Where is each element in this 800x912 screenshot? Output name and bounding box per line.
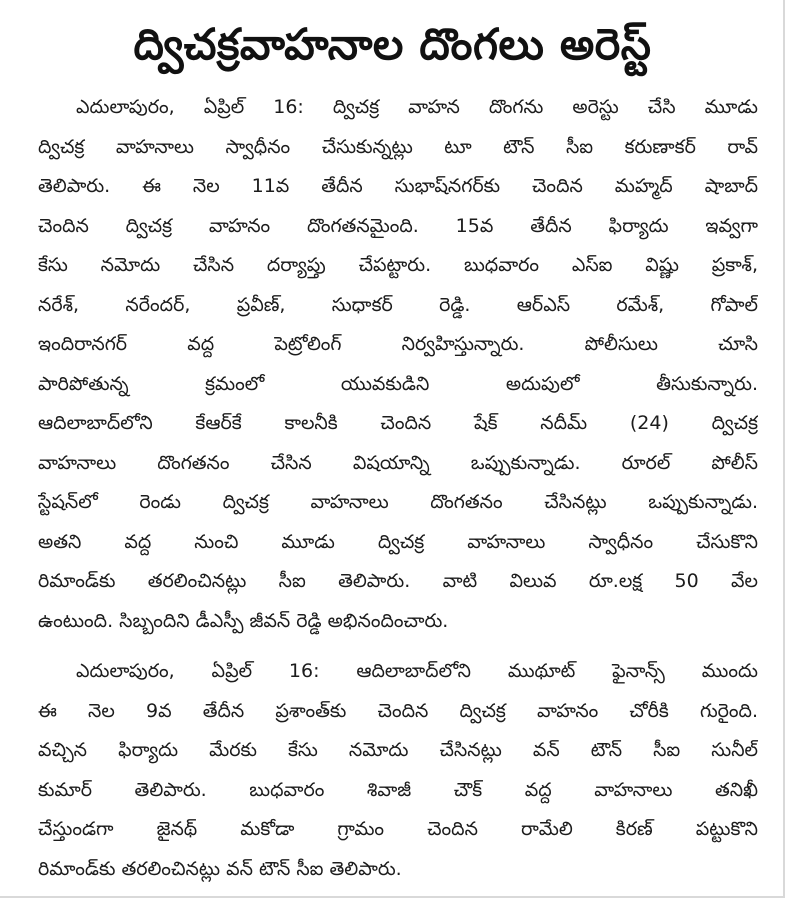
story-line: ఎదులాపురం, ఏప్రిల్ 16: ఆదిలాబాద్‌లోని ముథూట్ ఫైనాన్స్ ముందు — [76, 660, 758, 682]
story-line: రిమాండ్‌కు తరలించినట్లు సీఐ తెలిపారు. వాటి విలువ రూ.లక్ష 50 వేల — [38, 570, 758, 592]
news-story-2 — [0, 652, 758, 889]
story-line: ఆదిలాబాద్‌లోని కేఆర్‌కే కాలనీకి చెందిన షేక్ నదీమ్ (24) ద్విచక్ర — [38, 412, 758, 434]
story-line: పారిపోతున్న క్రమంలో యువకుడిని అదుపులో తీసుకున్నారు. — [38, 372, 758, 395]
story-line: స్టేషన్‌లో రెండు ద్విచక్ర వాహనాలు దొంగతనం చేసినట్లు ఒప్పుకున్నాడు. — [38, 491, 758, 513]
story-line: నరేశ్, నరేందర్, ప్రవీణ్, సుధాకర్ రెడ్డి. ఆర్ఎస్ రమేశ్, గోపాల్ — [38, 293, 758, 316]
page-margin — [0, 898, 800, 912]
story-line: చేస్తుండగా జైనథ్ మకోడా గ్రామం చెందిన రామేలి కిరణ్ పట్టుకొని — [38, 818, 758, 840]
story-line: వచ్చిన ఫిర్యాదు మేరకు కేసు నమోదు చేసినట్లు వన్ టౌన్ సీఐ సునీల్ — [38, 739, 758, 761]
story-line: తెలిపారు. ఈ నెల 11వ తేదీన సుభాష్‌నగర్‌కు చెందిన మహ్మద్ షాబాద్ — [38, 175, 758, 197]
story-line: అతని వద్ద నుంచి మూడు ద్విచక్ర వాహనాలు స్వాధీనం చేసుకొని — [38, 530, 758, 553]
story-line: ద్విచక్ర వాహనాలు స్వాధీనం చేసుకున్నట్లు టూ టౌన్ సీఐ కరుణాకర్ రావ్ — [38, 135, 758, 158]
headline: ద్విచక్రవాహనాల దొంగలు అరెస్ట్ — [133, 20, 652, 70]
story-line: ఈ నెల 9వ తేదీన ప్రశాంత్‌కు చెందిన ద్విచక్ర వాహనం చోరీకి గురైంది. — [38, 699, 758, 722]
story-line: కేసు నమోదు చేసిన దర్యాప్తు చేపట్టారు. బుధవారం ఎస్ఐ విష్ణు ప్రకాశ్, — [38, 254, 758, 276]
story-line: ఎదులాపురం, ఏప్రిల్ 16: ద్విచక్ర వాహన దొంగను అరెస్టు చేసి మూడు — [76, 96, 758, 118]
story-line: రిమాండ్‌కు తరలించినట్లు వన్ టౌన్ సీఐ తెలిపారు. — [38, 857, 402, 880]
story-line: ఇందిరానగర్ వద్ద పెట్రోలింగ్ నిర్వహిస్తున్నారు. పోలీసులు చూసి — [38, 333, 758, 355]
story-line: చెందిన ద్విచక్ర వాహనం దొంగతనమైంది. 15వ తేదీన ఫిర్యాదు ఇవ్వగా — [38, 214, 758, 237]
story-line: ఉంటుంది. సిబ్బందిని డీఎస్పీ జీవన్ రెడ్డి అభినందించారు. — [38, 609, 449, 632]
story-line: కుమార్ తెలిపారు. బుధవారం శివాజీ చౌక్ వద్ద వాహనాలు తనిఖీ — [38, 778, 758, 801]
news-story-1 — [0, 88, 758, 641]
story-line: వాహనాలు దొంగతనం చేసిన విషయాన్ని ఒప్పుకున్నాడు. రూరల్ పోలీస్ — [38, 451, 758, 474]
